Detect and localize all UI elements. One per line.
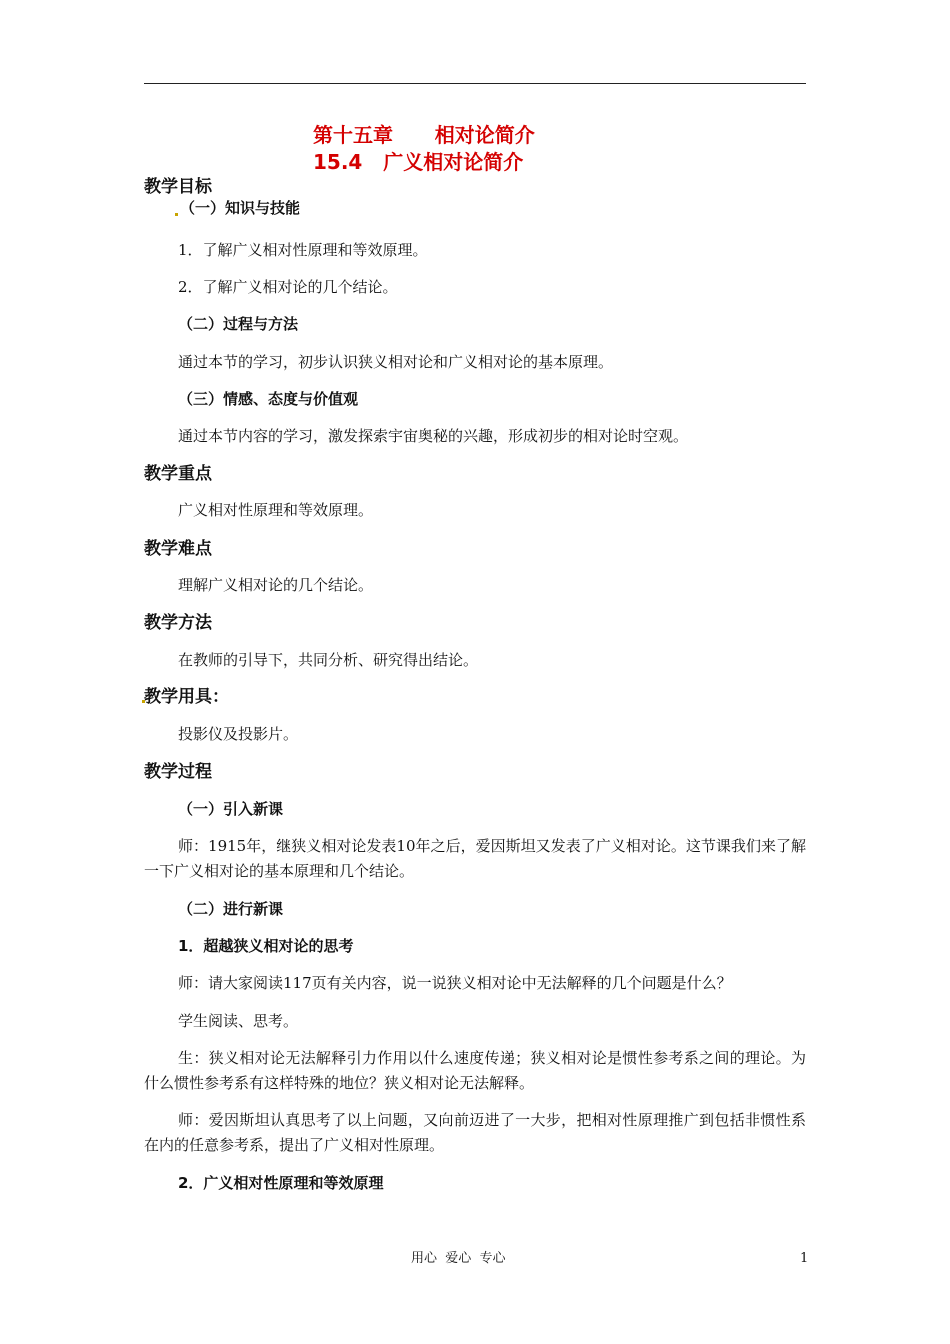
new-heading: （二）进行新课 <box>178 900 284 918</box>
chapter-title: 第十五章 相对论简介 <box>313 123 535 147</box>
goal2-heading: （二）过程与方法 <box>178 315 299 333</box>
sub2-heading: 2．广义相对性原理和等效原理 <box>178 1174 384 1192</box>
difficult-text: 理解广义相对论的几个结论。 <box>178 576 374 594</box>
sub1-p4: 师：爱因斯坦认真思考了以上问题，又向前迈进了一大步，把相对性原理推广到包括非惯性系在内的任意参考系，提出了广义相对性原理。 <box>144 1111 806 1154</box>
goal2-text: 通过本节的学习，初步认识狭义相对论和广义相对论的基本原理。 <box>178 353 614 371</box>
sub1-p1: 师：请大家阅读117页有关内容，说一说狭义相对论中无法解释的几个问题是什么？ <box>178 974 732 992</box>
sub1-p3: 生：狭义相对论无法解释引力作用以什么速度传递；狭义相对论是惯性参考系之间的理论。为什么惯性参考系有这样特殊的地位？狭义相对论无法解释。 <box>144 1049 806 1092</box>
sub1-p2: 学生阅读、思考。 <box>178 1012 299 1030</box>
marker-dot <box>175 213 178 216</box>
footer-text: 用心 爱心 专心 <box>411 1251 506 1266</box>
goal3-heading: （三）情感、态度与价值观 <box>178 390 359 408</box>
goal1-item2: 2．了解广义相对论的几个结论。 <box>178 278 398 296</box>
key-heading: 教学重点 <box>144 464 212 484</box>
goals-heading: 教学目标 <box>144 177 212 197</box>
header-rule <box>144 83 806 84</box>
intro-heading: （一）引入新课 <box>178 800 284 818</box>
goal1-item1: 1．了解广义相对性原理和等效原理。 <box>178 241 428 259</box>
difficult-heading: 教学难点 <box>144 539 212 559</box>
intro-text: 师：1915年，继狭义相对论发表10年之后，爱因斯坦又发表了广义相对论。这节课我们来了解一下广义相对论的基本原理和几个结论。 <box>144 837 806 880</box>
tools-text: 投影仪及投影片。 <box>178 725 299 743</box>
goal1-heading: （一）知识与技能 <box>180 199 301 217</box>
sub1-heading: 1．超越狭义相对论的思考 <box>178 937 354 955</box>
method-text: 在教师的引导下，共同分析、研究得出结论。 <box>178 651 479 669</box>
key-text: 广义相对性原理和等效原理。 <box>178 501 374 519</box>
tools-heading: 教学用具： <box>144 687 229 707</box>
page-number: 1 <box>800 1251 809 1266</box>
method-heading: 教学方法 <box>144 613 212 633</box>
section-title: 15.4 广义相对论简介 <box>313 150 524 174</box>
goal3-text: 通过本节内容的学习，激发探索宇宙奥秘的兴趣，形成初步的相对论时空观。 <box>178 427 689 445</box>
process-heading: 教学过程 <box>144 762 212 782</box>
